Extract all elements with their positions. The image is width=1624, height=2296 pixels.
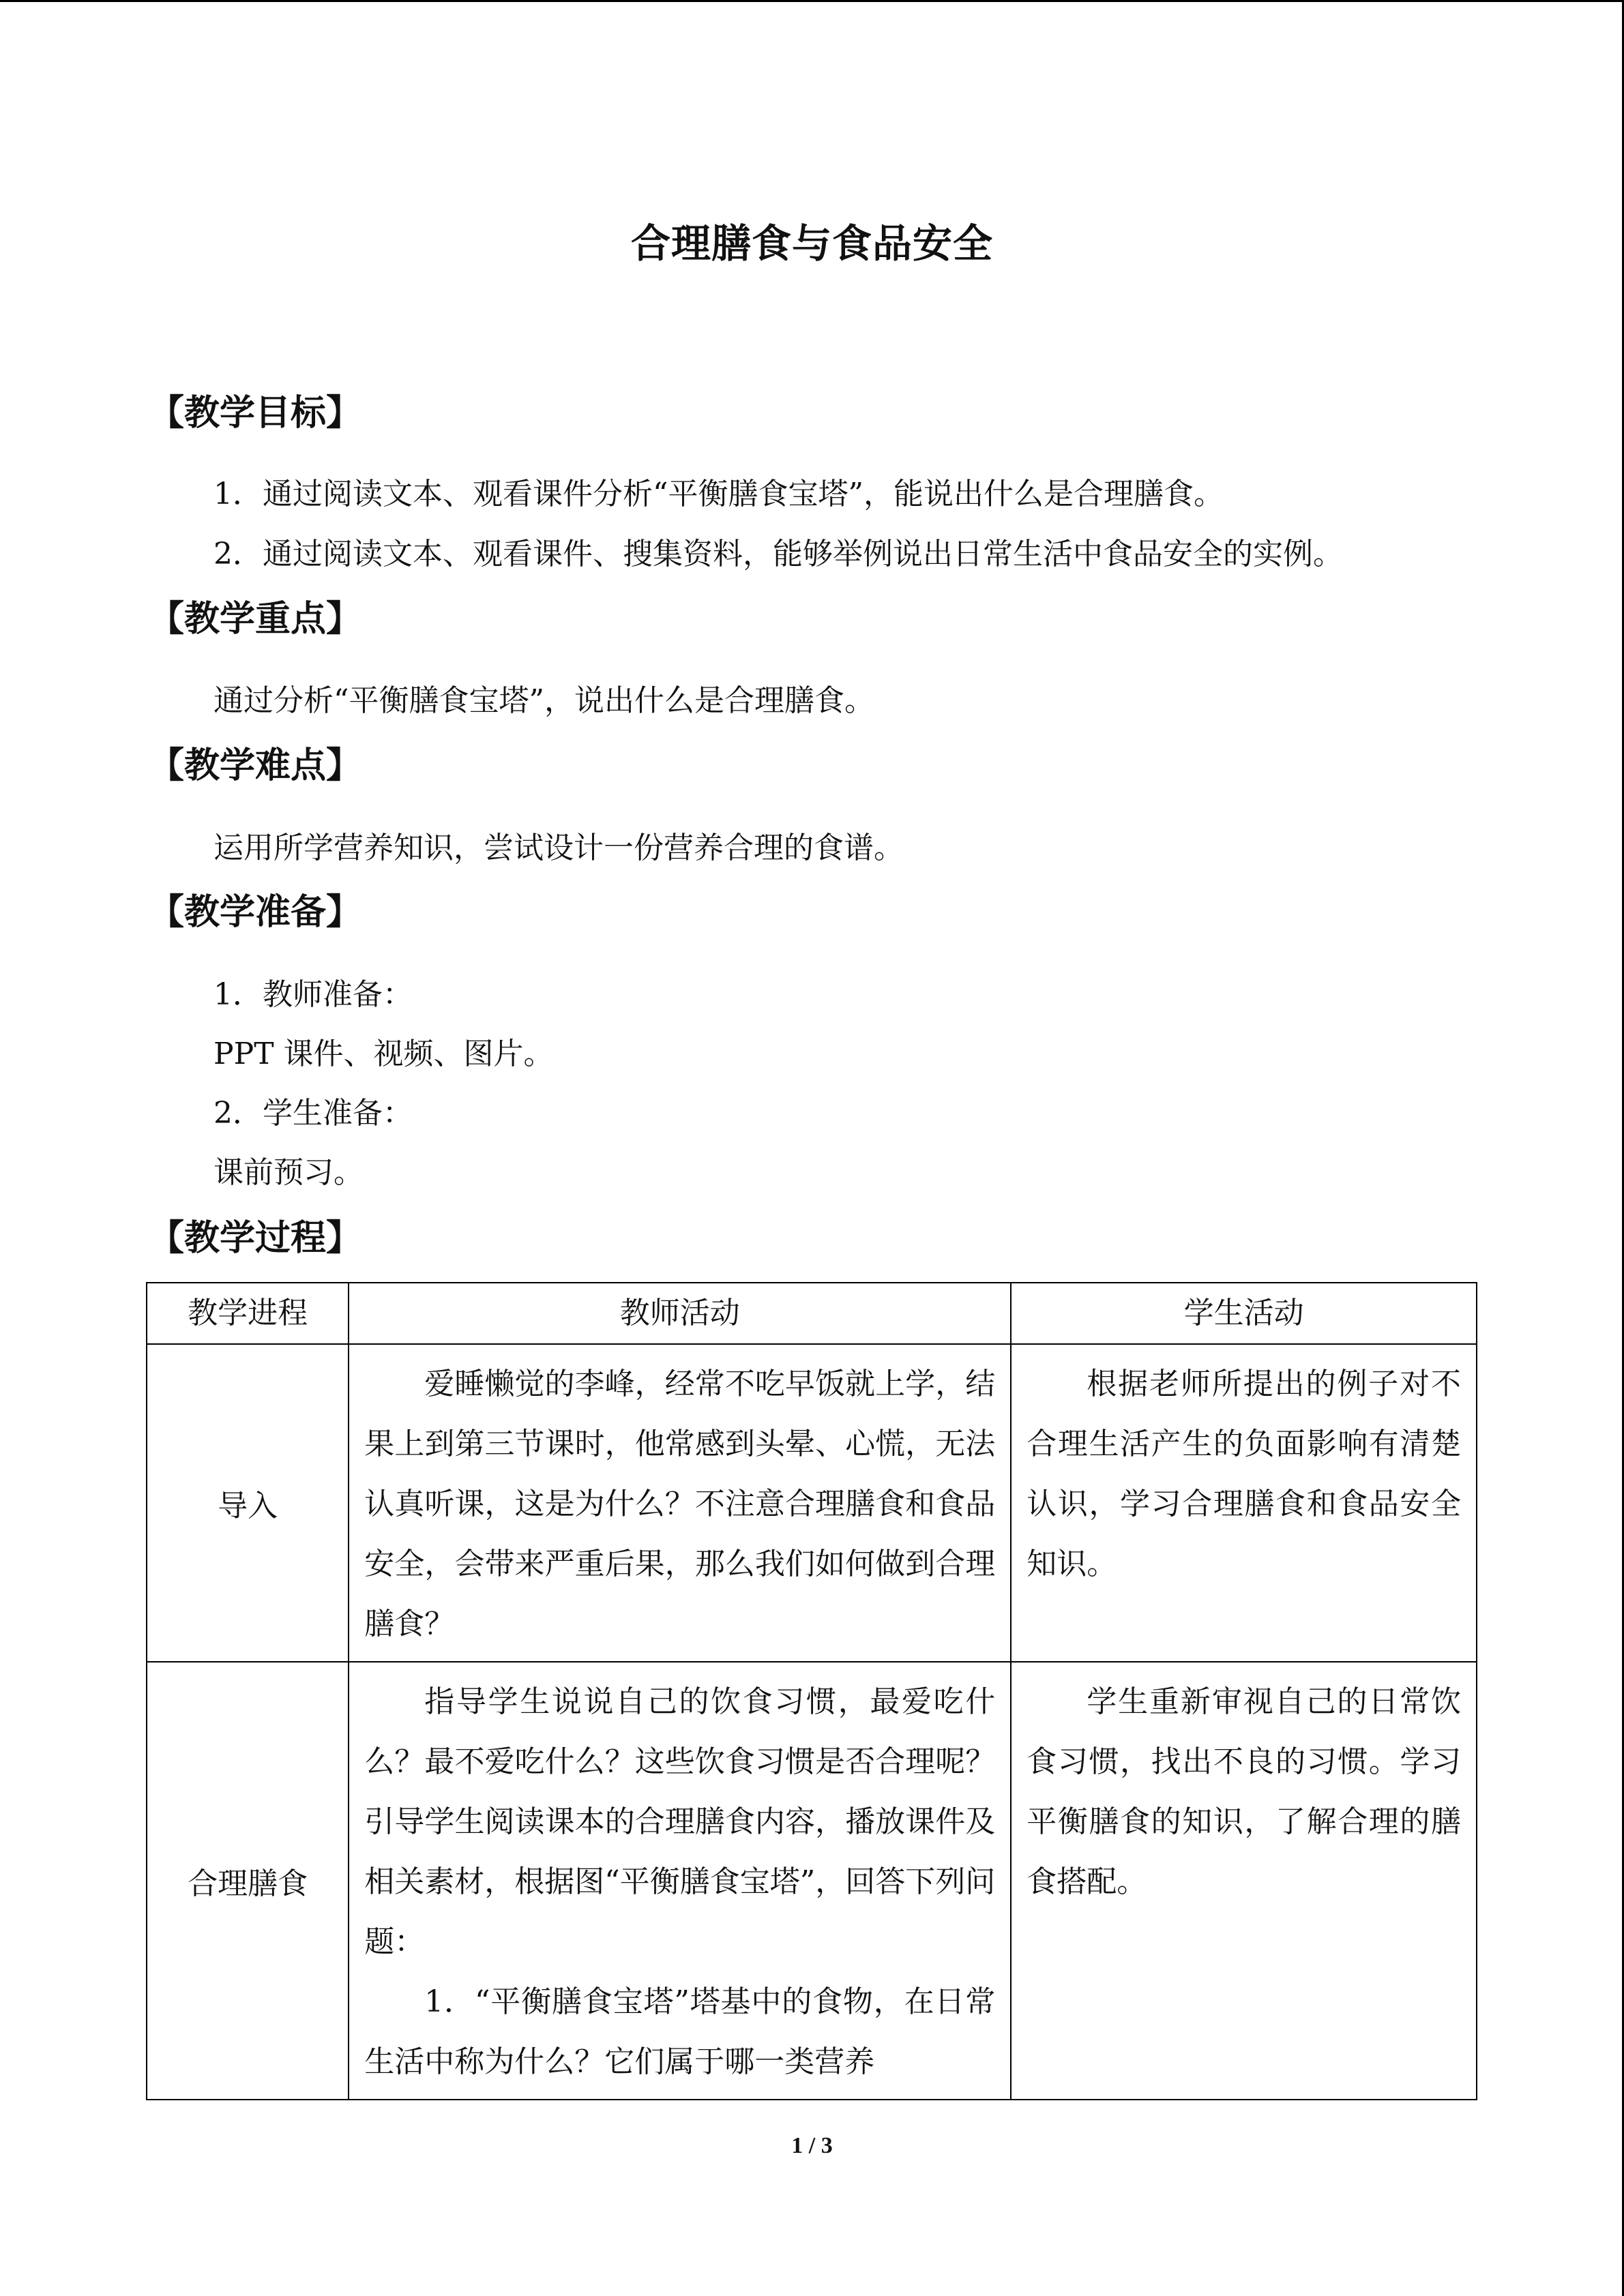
table-row [147, 1662, 1477, 2100]
stage-cell: 导入 [147, 1344, 349, 1662]
heading-difficulties: 【教学难点】 [149, 745, 362, 786]
table-header-teacher: 教师活动 [349, 1283, 1011, 1344]
teacher-activity-text: 指导学生说说自己的饮食习惯，最爱吃什么？最不爱吃什么？这些饮食习惯是否合理呢？引导学生阅读课本的合理膳食内容，播放课件及相关素材，根据图“平衡膳食宝塔”，回答下列问题： [364, 1684, 996, 1959]
prep-student-text: 课前预习。 [213, 1155, 364, 1190]
heading-preparation: 【教学准备】 [149, 891, 362, 933]
objective-item-1: 1．通过阅读文本、观看课件分析“平衡膳食宝塔”，能说出什么是合理膳食。 [213, 477, 1224, 511]
page-number: 1 / 3 [791, 2133, 833, 2158]
prep-student-label: 2．学生准备： [213, 1096, 413, 1131]
objective-item-2: 2．通过阅读文本、观看课件、搜集资料，能够举例说出日常生活中食品安全的实例。 [213, 537, 1343, 571]
teacher-activity-text: 爱睡懒觉的李峰，经常不吃早饭就上学，结果上到第三节课时，他常感到头晕、心慌，无法认真听课，这是为什么？不注意合理膳食和食品安全，会带来严重后果，那么我们如何做到合理膳食？ [364, 1367, 996, 1641]
teacher-activity-cell [349, 1344, 1011, 1662]
heading-process: 【教学过程】 [149, 1217, 362, 1259]
teacher-activity-cell [349, 1662, 1011, 2100]
student-activity-text: 学生重新审视自己的日常饮食习惯，找出不良的习惯。学习平衡膳食的知识，了解合理的膳食搭配。 [1027, 1684, 1461, 1899]
table-header-student: 学生活动 [1011, 1283, 1477, 1344]
student-activity-cell [1011, 1662, 1477, 2100]
prep-teacher-text: PPT 课件、视频、图片。 [213, 1037, 554, 1071]
difficulties-text: 运用所学营养知识，尝试设计一份营养合理的食谱。 [213, 831, 904, 865]
heading-key-points: 【教学重点】 [149, 598, 362, 640]
key-points-text: 通过分析“平衡膳食宝塔”，说出什么是合理膳食。 [213, 683, 874, 718]
heading-objectives: 【教学目标】 [149, 392, 362, 434]
student-activity-cell [1011, 1344, 1477, 1662]
student-activity-text: 根据老师所提出的例子对不合理生活产生的负面影响有清楚认识，学习合理膳食和食品安全知识。 [1027, 1367, 1461, 1581]
teacher-activity-question: 1．“平衡膳食宝塔”塔基中的食物，在日常生活中称为什么？它们属于哪一类营养 [364, 1984, 996, 2079]
prep-teacher-label: 1．教师准备： [213, 977, 413, 1012]
page-border-top [0, 0, 1624, 2]
stage-cell: 合理膳食 [147, 1662, 349, 2100]
document-title: 合理膳食与食品安全 [630, 220, 993, 267]
table-header-stage: 教学进程 [147, 1283, 349, 1344]
table-row [147, 1344, 1477, 1662]
process-table [146, 1282, 1477, 2100]
table-header-row [147, 1283, 1477, 1344]
